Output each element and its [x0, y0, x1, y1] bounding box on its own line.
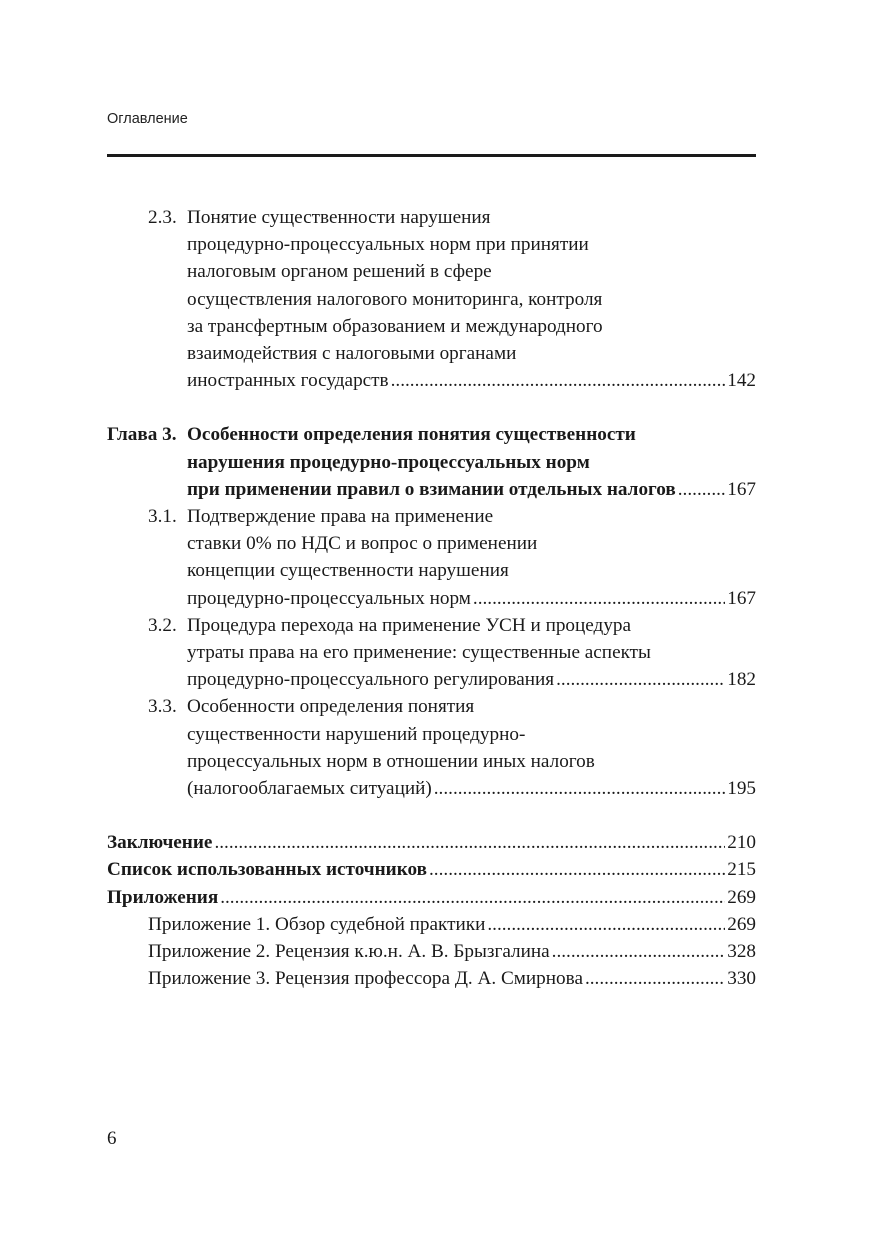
entry-title: Приложения: [107, 886, 219, 908]
entry-line: (налогооблагаемых ситуаций): [187, 778, 432, 800]
dot-leader: [429, 856, 725, 883]
dot-leader: [678, 476, 725, 503]
dot-leader: [214, 829, 725, 856]
dot-leader: [473, 585, 725, 612]
section-number: 3.1.: [148, 506, 177, 528]
page-ref: 195: [727, 778, 756, 800]
entry-line: Особенности определения понятия существенности: [187, 424, 636, 446]
section-number: 2.3.: [148, 207, 177, 228]
dot-leader: [220, 884, 725, 911]
page-ref: 182: [727, 669, 756, 691]
section-number: 3.3.: [148, 696, 177, 718]
entry-title: Список использованных источников: [107, 859, 428, 881]
entry-title: Заключение: [107, 832, 213, 854]
table-of-contents: [107, 204, 756, 992]
toc-entry-appendix-2[interactable]: [107, 938, 756, 965]
entry-line: концепции существенности нарушения: [187, 560, 509, 582]
entry-line: за трансфертным образованием и международного: [187, 315, 603, 337]
entry-line: при применении правил о взимании отдельных налогов: [187, 478, 676, 500]
page-ref: 167: [727, 478, 756, 500]
page-number: 6: [107, 1128, 117, 1149]
running-head: Оглавление: [107, 111, 188, 127]
entry-line: ставки 0% по НДС и вопрос о применении: [187, 533, 538, 555]
dot-leader: [434, 775, 725, 802]
entry-line: Подтверждение права на применение: [187, 506, 494, 528]
page-ref: 142: [727, 370, 756, 392]
toc-entry-3-2[interactable]: [107, 612, 756, 694]
entry-line: Особенности определения понятия: [187, 696, 475, 718]
toc-entry-conclusion[interactable]: [107, 829, 756, 856]
page-ref: 167: [727, 587, 756, 609]
entry-line: процедурно-процессуального регулирования: [187, 669, 555, 691]
entry-line: Понятие существенности нарушения: [187, 207, 491, 228]
entry-line: процедурно-процессуальных норм: [187, 587, 471, 609]
toc-entry-3-1[interactable]: [107, 503, 756, 612]
section-number: 3.2.: [148, 614, 177, 636]
page-ref: 269: [727, 913, 756, 935]
dot-leader: [552, 938, 726, 965]
toc-entry-2-3[interactable]: [107, 204, 756, 394]
entry-line: нарушения процедурно-процессуальных норм: [187, 451, 590, 473]
dot-leader: [487, 911, 725, 938]
toc-entry-3-3[interactable]: [107, 693, 756, 802]
page-ref: 215: [727, 859, 756, 881]
dot-leader: [391, 367, 726, 394]
entry-line: процедурно-процессуальных норм при принятии: [187, 234, 589, 256]
page-ref: 328: [727, 941, 756, 963]
toc-entry-sources[interactable]: [107, 856, 756, 883]
chapter-number: Глава 3.: [107, 424, 177, 446]
entry-line: налоговым органом решений в сфере: [187, 261, 492, 283]
toc-entry-appendices[interactable]: [107, 884, 756, 911]
toc-entry-appendix-3[interactable]: [107, 965, 756, 992]
entry-line: осуществления налогового мониторинга, контроля: [187, 288, 603, 310]
toc-entry-chapter-3[interactable]: [107, 421, 756, 503]
entry-title: Приложение 1. Обзор судебной практики: [148, 913, 486, 935]
entry-line: иностранных государств: [187, 370, 389, 392]
entry-line: существенности нарушений процедурно-: [187, 723, 526, 745]
entry-line: взаимодействия с налоговыми органами: [187, 343, 517, 365]
toc-entry-appendix-1[interactable]: [107, 911, 756, 938]
page-ref: 330: [727, 968, 756, 990]
entry-title: Приложение 2. Рецензия к.ю.н. А. В. Брызгалина: [148, 941, 550, 963]
entry-title: Приложение 3. Рецензия профессора Д. А. Смирнова: [148, 968, 583, 990]
entry-line: Процедура перехода на применение УСН и процедура: [187, 614, 632, 636]
entry-line: утраты права на его применение: существенные аспекты: [187, 642, 651, 664]
entry-line: процессуальных норм в отношении иных налогов: [187, 750, 595, 772]
dot-leader: [556, 666, 725, 693]
header-rule: [107, 154, 756, 157]
page-ref: 210: [727, 832, 756, 854]
dot-leader: [585, 965, 725, 992]
page-ref: 269: [727, 886, 756, 908]
